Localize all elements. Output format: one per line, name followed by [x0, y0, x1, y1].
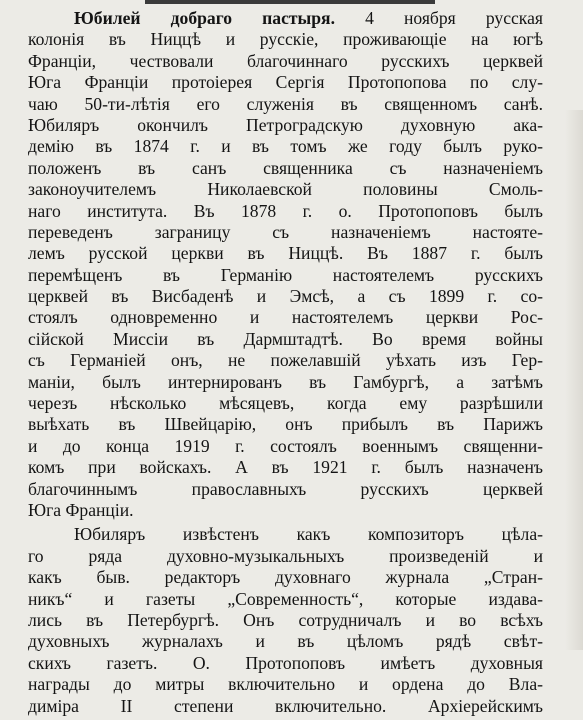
text-line: черезъ нѣсколько мѣсяцевъ, когда ему разрѣшили	[28, 393, 543, 414]
top-rule	[145, 0, 435, 4]
text-line: переведенъ заграницу съ назначеніемъ настоятe-	[28, 221, 543, 242]
text-line: церквей въ Висбаденѣ и Эмсѣ, а съ 1899 г. со-	[28, 286, 543, 307]
text-line: го ряда духовно-музыкальныхъ произведеній и	[28, 545, 543, 566]
text-line: маніи, былъ интернированъ въ Гамбургѣ, а затѣмъ	[28, 371, 543, 392]
text-line: скихъ газетъ. О. Протопоповъ имѣетъ духовныя	[28, 652, 543, 673]
text-line: перемѣщенъ въ Германію настоятелемъ русскихъ	[28, 264, 543, 285]
text-line: сійской Миссіи въ Дармштадтѣ. Во время войны	[28, 328, 543, 349]
text-line: и до конца 1919 г. состоялъ военнымъ священни-	[28, 435, 543, 456]
text-line: никъ“ и газеты „Современность“, которые издава-	[28, 588, 543, 609]
article-first-line	[28, 8, 543, 29]
paragraph-2	[28, 524, 543, 717]
text-line: положенъ въ санъ священника съ назначеніемъ	[28, 157, 543, 178]
text-line: законоучителемъ Николаевской половины Смоль-	[28, 179, 543, 200]
text-line: выѣхать въ Швейцарію, онъ прибылъ въ Парижъ	[28, 414, 543, 435]
text-line: Франціи, чествовали благочиннаго русскихъ церквей	[28, 50, 543, 71]
text-line: колонія въ Ниццѣ и русскіе, проживающіе на югѣ	[28, 29, 543, 50]
text-line: съ Германіей онъ, не пожелавшій уѣхать изъ Гер-	[28, 350, 543, 371]
page-edge-shadow	[565, 110, 583, 650]
text-line: Юбиляръ извѣстенъ какъ композиторъ цѣла-	[74, 524, 543, 545]
article-column	[28, 8, 543, 717]
text-line: комъ при войскахъ. А въ 1921 г. былъ назначенъ	[28, 457, 543, 478]
text-line: диміра II степени включительно. Архіерейскимъ	[28, 695, 543, 716]
paragraph-1	[28, 29, 543, 521]
text-line: какъ быв. редакторъ духовнаго журнала „Стран-	[28, 567, 543, 588]
text-line: награды до митры включительно и ордена до Вла-	[28, 674, 543, 695]
text-line: лемъ русской церкви въ Ниццѣ. Въ 1887 г. былъ	[28, 243, 543, 264]
text-line: чаю 50-ти-лѣтія его служенія въ священномъ санѣ.	[28, 93, 543, 114]
text-line: Юга Франціи.	[28, 499, 134, 520]
text-line: демію въ 1874 г. и въ томъ же году былъ руко-	[28, 136, 543, 157]
text-line: благочиннымъ православныхъ русскихъ церквей	[28, 478, 543, 499]
text-line: Юбиляръ окончилъ Петроградскую духовную ака-	[28, 114, 543, 135]
article-heading: Юбилей добраго пастыря.	[74, 8, 335, 28]
article-first-line-text: 4 ноября русская	[365, 8, 543, 28]
text-line: наго института. Въ 1878 г. о. Протопоповъ былъ	[28, 200, 543, 221]
text-line: стоялъ одновременно и настоятелемъ церкви Рос-	[28, 307, 543, 328]
text-line: Юга Франціи протоіерея Сергія Протопопова по слу-	[28, 72, 543, 93]
text-line: духовныхъ журналахъ и въ цѣломъ рядѣ свѣт-	[28, 631, 543, 652]
text-line: лись въ Петербургѣ. Онъ сотрудничалъ и во всѣхъ	[28, 609, 543, 630]
